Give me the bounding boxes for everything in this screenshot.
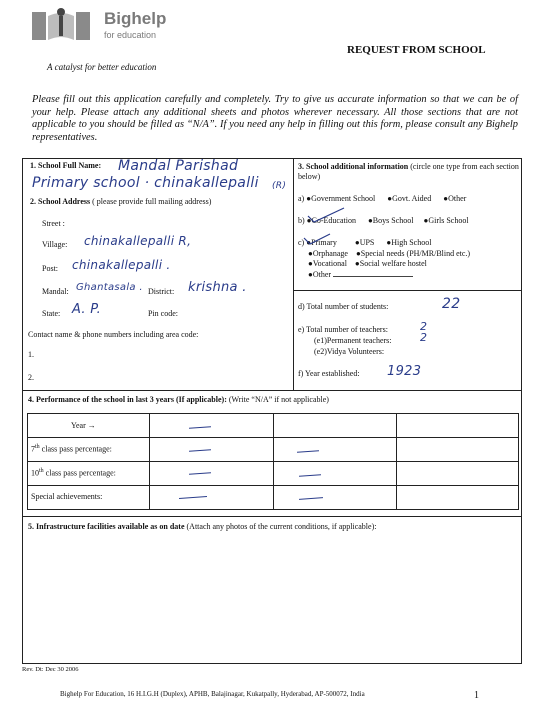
logo	[30, 6, 94, 44]
mandal-value[interactable]: Ghantasala .	[76, 282, 143, 293]
additional-info-label: 3. School additional information	[298, 162, 409, 171]
option-orphanage[interactable]: ●Orphanage	[308, 248, 348, 258]
village-label: Village:	[42, 240, 68, 249]
additional-info-note: (circle one type from each section below)	[298, 162, 519, 181]
address-heading	[30, 197, 211, 206]
school-name-value-2[interactable]: Primary school · chinakallepalli	[32, 175, 259, 191]
type-c-block: c) ●Primary ●UPS ●High School ●Orphanage ●Special needs (PH/MR/Blind etc.) ●Vocational ●Social welfare hostel ●Other	[298, 238, 471, 279]
address-note: ( please provide full mailing address)	[92, 197, 212, 206]
logo-sub: for education	[104, 30, 157, 40]
street-label: Street :	[42, 219, 65, 228]
additional-info-heading	[298, 162, 520, 182]
logo-book-icon	[30, 6, 94, 44]
state-label: State:	[42, 309, 61, 318]
option-ups[interactable]: ●UPS	[354, 238, 375, 247]
option-government-school[interactable]: ●Government School	[306, 194, 376, 203]
year-established-label: f) Year established:	[298, 369, 360, 378]
total-teachers-value[interactable]: 2	[420, 320, 428, 333]
checkmark-icon	[306, 206, 346, 224]
state-value[interactable]: A. P.	[72, 302, 102, 317]
option-co-education[interactable]: ●Co-Education	[306, 216, 356, 225]
total-students-label: d) Total number of students:	[298, 302, 389, 311]
district-label: District:	[148, 287, 175, 296]
cell-dash	[299, 497, 323, 500]
option-vocational[interactable]: ●Vocational	[308, 259, 347, 268]
cell-dash	[189, 426, 211, 429]
type-a-row: a) ●Government School ●Govt. Aided ●Other	[298, 194, 467, 203]
cell-dash	[189, 472, 211, 475]
performance-table	[27, 413, 519, 509]
contact-label: Contact name & phone numbers including area code:	[28, 330, 199, 339]
row-special-label: Special achievements:	[31, 492, 103, 501]
infrastructure-label: 5. Infrastructure facilities available as on date	[28, 522, 185, 531]
school-name-value-1[interactable]: Mandal Parishad	[118, 158, 239, 174]
cell-dash	[297, 450, 319, 453]
row-7th-label: 7th class pass percentage:	[31, 444, 112, 454]
infrastructure-note: (Attach any photos of the current conditions, if applicable):	[186, 522, 377, 531]
footer-address: Bighelp For Education, 16 H.I.G.H (Duplex), APHB, Balajinagar, Kukatpally, Hyderabad, AP-500072, India	[60, 690, 365, 698]
option-other-a[interactable]: ●Other	[443, 194, 467, 203]
total-teachers-label: e) Total number of teachers:	[298, 325, 388, 334]
cell-dash	[179, 496, 207, 499]
option-special-needs[interactable]: ●Special needs (PH/MR/Blind etc.)	[355, 248, 471, 258]
vidya-volunteers-label: (e2)Vidya Volunteers:	[314, 347, 385, 356]
performance-heading	[28, 395, 329, 404]
school-name-label: 1. School Full Name:	[30, 161, 102, 170]
checkmark-icon	[302, 232, 332, 246]
tagline: A catalyst for better education	[47, 62, 157, 72]
year-established-value[interactable]: 1923	[387, 364, 422, 379]
option-social-welfare[interactable]: ●Social welfare hostel	[354, 259, 427, 268]
pin-label: Pin code:	[148, 309, 178, 318]
post-value[interactable]: chinakallepalli .	[72, 258, 171, 272]
contact-1: 1.	[28, 350, 34, 359]
permanent-teachers-label: (e1)Permanent teachers:	[314, 336, 392, 345]
type-b-row: b) ●Co-Education ●Boys School ●Girls School	[298, 216, 469, 225]
option-high-school[interactable]: ●High School	[386, 238, 432, 247]
total-students-value[interactable]: 22	[442, 296, 461, 312]
post-label: Post:	[42, 264, 59, 273]
mandal-label: Mandal:	[42, 287, 69, 296]
village-value[interactable]: chinakallepalli R,	[84, 234, 192, 248]
logo-brand: Bighelp	[104, 9, 167, 28]
infrastructure-heading	[28, 522, 376, 531]
revision-date: Rev. Dt: Dec 30 2006	[22, 666, 79, 673]
row-year-label: Year →	[71, 421, 96, 430]
option-other-c[interactable]: ●Other	[308, 269, 332, 279]
address-label: 2. School Address	[30, 197, 91, 206]
performance-note: (Write “N/A” if not applicable)	[228, 395, 329, 404]
school-name-mark: (R)	[272, 181, 287, 191]
cell-dash	[299, 474, 321, 477]
contact-2: 2.	[28, 373, 34, 382]
intro-text: Please fill out this application carefully and completely. Try to give us accurate information so that we can be of your help. Please attach any additional sheets and photos wherever necessary. All those sections that are not applicable to you should be filled as “N/A”. If you need any help in filling out this form, please consult any Bighelp representatives.	[32, 94, 518, 143]
page-title: REQUEST FROM SCHOOL	[347, 44, 486, 56]
permanent-teachers-value[interactable]: 2	[420, 331, 428, 344]
district-value[interactable]: krishna .	[188, 280, 247, 295]
option-govt-aided[interactable]: ●Govt. Aided	[387, 194, 432, 203]
option-girls-school[interactable]: ●Girls School	[423, 216, 469, 225]
option-boys-school[interactable]: ●Boys School	[367, 216, 414, 225]
page-number: 1	[474, 690, 479, 701]
row-10th-label: 10th class pass percentage:	[31, 468, 116, 478]
performance-label: 4. Performance of the school in last 3 years (If applicable):	[28, 395, 227, 404]
cell-dash	[189, 449, 211, 452]
option-primary[interactable]: ●Primary	[306, 238, 337, 247]
